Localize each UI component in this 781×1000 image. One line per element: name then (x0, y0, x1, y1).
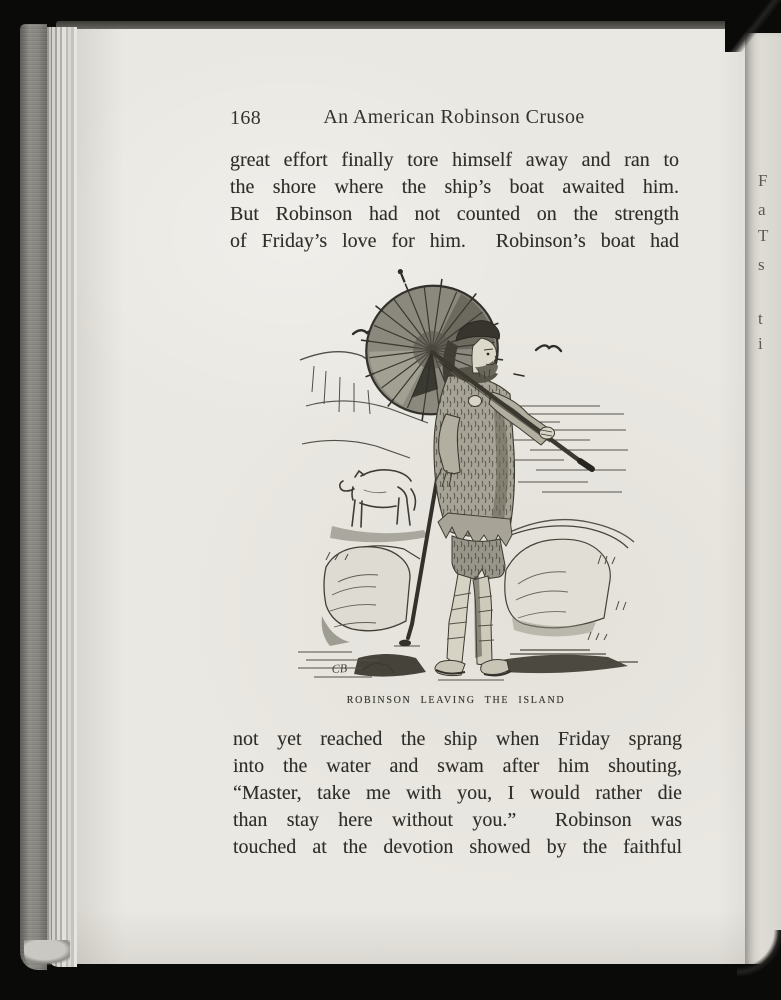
facing-page-letter: t (758, 309, 763, 328)
facing-page-letter: F (758, 171, 768, 190)
page-number: 168 (230, 107, 262, 129)
text-line: of Friday’s love for him. Robinson’s boat had (230, 230, 679, 252)
running-head (230, 106, 678, 130)
text-line: great effort finally tore himself away and ran to (230, 149, 679, 171)
photo-corner-top-right (725, 0, 781, 52)
dog (330, 470, 428, 542)
paragraph-bottom (233, 726, 682, 861)
text-line: touched at the devotion showed by the faithful (233, 836, 682, 858)
figure-shadow (496, 650, 638, 673)
running-title: An American Robinson Crusoe (323, 106, 585, 128)
text-line: not yet reached the ship when Friday sprang (233, 728, 682, 750)
engraving-svg (298, 264, 646, 690)
illustration-caption: ROBINSON LEAVING THE ISLAND (346, 695, 566, 706)
photo-corner-bottom-right (737, 930, 781, 976)
text-line: “Master, take me with you, I would rather die (233, 782, 682, 804)
facing-page-letter: a (758, 200, 766, 219)
facing-page-letter: T (758, 226, 769, 245)
facing-page-letter: s (758, 255, 765, 274)
text-line: But Robinson had not counted on the strength (230, 203, 679, 225)
right-rocks (494, 526, 628, 640)
text-line: than stay here without you.” Robinson was (233, 809, 682, 831)
facing-page-letter: i (758, 334, 763, 353)
illustration-robinson-leaving-island (298, 264, 646, 690)
paragraph-top (230, 147, 679, 255)
text-line: into the water and swam after him shouting, (233, 755, 682, 777)
left-rock (322, 546, 426, 677)
artist-monogram: CB (331, 660, 348, 676)
text-line: the shore where the ship’s boat awaited him. (230, 176, 679, 198)
